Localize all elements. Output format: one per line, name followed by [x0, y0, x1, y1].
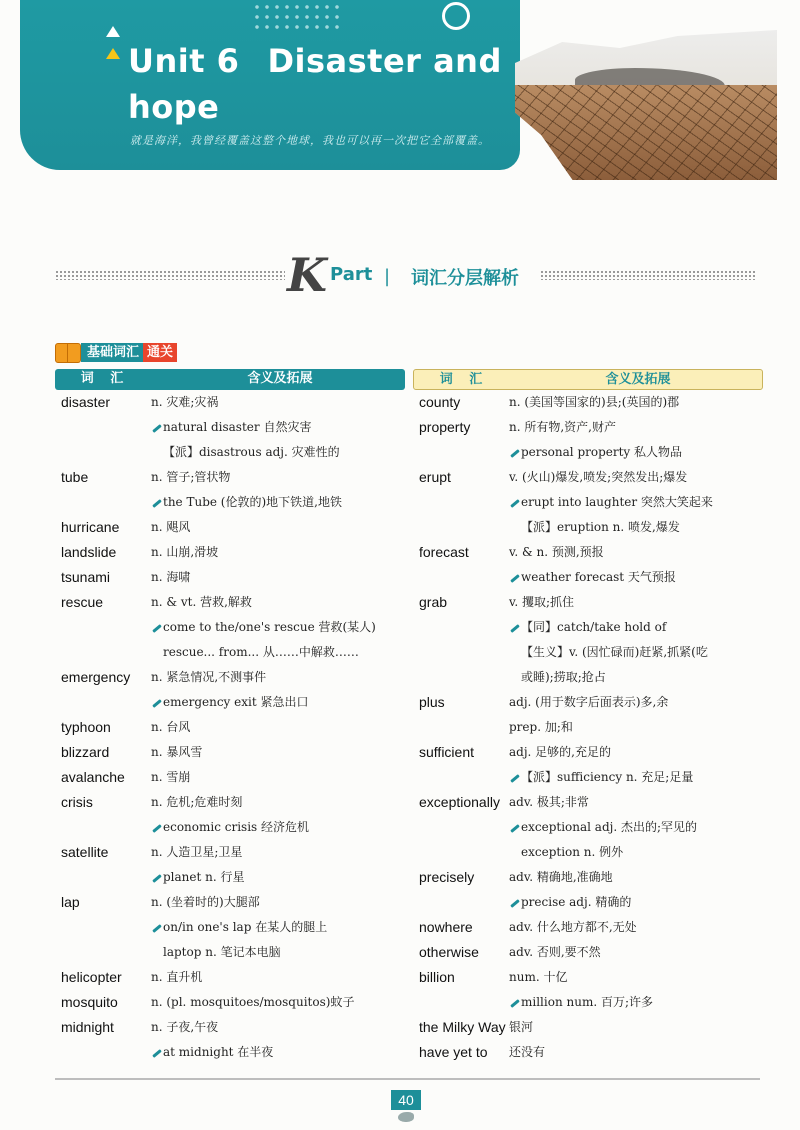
vocab-rows-left	[55, 390, 405, 1065]
meaning-line	[509, 965, 763, 990]
meaning-line	[151, 515, 405, 540]
table-row	[55, 390, 405, 465]
meaning-text: n. 所有物,资产,财产	[509, 420, 616, 434]
vocab-word: billion	[419, 969, 455, 985]
page-number: 40	[391, 1090, 421, 1110]
meaning-line	[509, 990, 763, 1015]
vocab-word: emergency	[61, 669, 131, 685]
meaning-line	[151, 715, 405, 740]
table-row	[413, 540, 763, 590]
table-row	[413, 390, 763, 415]
footer-rule	[55, 1078, 760, 1080]
header-word: 词 汇	[80, 371, 130, 386]
meaning-text: adj. 足够的,充足的	[509, 745, 612, 759]
unit-number: Unit 6	[128, 42, 240, 80]
table-row	[413, 740, 763, 790]
vocab-meaning	[151, 890, 405, 965]
meaning-line	[151, 865, 405, 890]
vocab-meaning	[509, 965, 763, 1015]
vocab-meaning	[509, 865, 763, 915]
meaning-line	[151, 440, 405, 465]
meaning-line	[509, 890, 763, 915]
vocab-word: plus	[419, 694, 445, 710]
meaning-text: n. 直升机	[151, 970, 203, 984]
meaning-text: v. (火山)爆发,喷发;突然发出;爆发	[509, 470, 688, 484]
table-row	[55, 540, 405, 565]
meaning-text: adv. 什么地方都不,无处	[509, 920, 637, 934]
table-row	[413, 1015, 763, 1040]
meaning-text: weather forecast 天气预报	[521, 570, 676, 584]
header-word: 词 汇	[439, 372, 489, 387]
meaning-text: n. 危机;危难时刻	[151, 795, 243, 809]
meaning-text: adv. 精确地,准确地	[509, 870, 613, 884]
yellow-triangle-icon	[106, 48, 120, 59]
vocab-word: sufficient	[419, 744, 474, 760]
meaning-text: num. 十亿	[509, 970, 568, 984]
table-row	[55, 990, 405, 1015]
meaning-text: exceptional adj. 杰出的;罕见的	[521, 820, 698, 834]
unit-title-part2: hope	[128, 88, 220, 126]
pencil-icon	[509, 623, 519, 633]
vocab-meaning	[151, 465, 405, 515]
vocab-table-right	[413, 369, 763, 1065]
meaning-text: n. 紧急情况,不测事件	[151, 670, 267, 684]
meaning-line	[151, 640, 405, 665]
vocab-meaning	[509, 1040, 763, 1065]
section-title: 基础词汇	[81, 343, 143, 362]
meaning-line	[509, 465, 763, 490]
vocab-meaning	[151, 1015, 405, 1065]
meaning-line	[151, 540, 405, 565]
vocab-meaning	[151, 840, 405, 890]
meaning-text: 或睡);捞取;抢占	[521, 670, 606, 684]
table-row	[55, 590, 405, 665]
vocab-word: tsunami	[61, 569, 111, 585]
meaning-line	[509, 490, 763, 515]
pencil-icon	[151, 873, 161, 883]
ring-decoration	[442, 2, 470, 30]
meaning-text: rescue... from... 从……中解救……	[163, 645, 359, 659]
meaning-text: n. 人造卫星;卫星	[151, 845, 243, 859]
vocab-word: satellite	[61, 844, 109, 860]
meaning-text: 【同】catch/take hold of	[521, 620, 667, 634]
meaning-line	[151, 740, 405, 765]
meaning-text: erupt into laughter 突然大笑起来	[521, 495, 713, 509]
part-word: Part	[330, 264, 373, 285]
vocab-word: lap	[61, 894, 80, 910]
table-row	[413, 915, 763, 940]
meaning-text: planet n. 行星	[163, 870, 245, 884]
open-book-icon	[55, 343, 79, 361]
meaning-line	[151, 565, 405, 590]
meaning-text: 【派】eruption n. 喷发,爆发	[521, 520, 680, 534]
meaning-line	[151, 915, 405, 940]
meaning-line	[151, 765, 405, 790]
vocab-meaning	[151, 740, 405, 765]
meaning-line	[509, 590, 763, 615]
meaning-text: on/in one's lap 在某人的腿上	[163, 920, 328, 934]
pencil-icon	[509, 998, 519, 1008]
meaning-text: n. (美国等国家的)县;(英国的)郡	[509, 395, 680, 409]
meaning-line	[509, 1015, 763, 1040]
vocab-word: avalanche	[61, 769, 125, 785]
vocab-meaning	[151, 540, 405, 565]
pencil-icon	[151, 923, 161, 933]
table-row	[413, 465, 763, 540]
unit-title	[128, 38, 508, 130]
meaning-line	[509, 915, 763, 940]
vocab-meaning	[509, 540, 763, 590]
meaning-text: 【派】disastrous adj. 灾难性的	[163, 445, 340, 459]
meaning-text: n. 海啸	[151, 570, 191, 584]
meaning-line	[151, 840, 405, 865]
meaning-line	[151, 615, 405, 640]
meaning-text: v. & n. 预测,预报	[509, 545, 604, 559]
pencil-icon	[509, 823, 519, 833]
pencil-icon	[151, 698, 161, 708]
table-row	[55, 515, 405, 540]
pencil-icon	[509, 773, 519, 783]
table-row	[55, 890, 405, 965]
vocab-meaning	[509, 415, 763, 465]
vocab-meaning	[151, 990, 405, 1015]
vocab-meaning	[151, 390, 405, 465]
vocab-meaning	[151, 590, 405, 665]
meaning-line	[151, 890, 405, 915]
meaning-text: n. 飓风	[151, 520, 191, 534]
meaning-text: n. 灾难;灾祸	[151, 395, 219, 409]
unit-title-part1: Disaster and	[267, 42, 502, 80]
meaning-text: n. 子夜,午夜	[151, 1020, 219, 1034]
vocab-meaning	[509, 940, 763, 965]
table-row	[413, 690, 763, 740]
meaning-text: million num. 百万;许多	[521, 995, 654, 1009]
meaning-text: 【派】sufficiency n. 充足;足量	[521, 770, 694, 784]
meaning-line	[509, 390, 763, 415]
vocab-meaning	[509, 790, 763, 865]
meaning-text: n. 管子;管状物	[151, 470, 231, 484]
vocab-word: typhoon	[61, 719, 111, 735]
vocab-meaning	[509, 390, 763, 415]
table-row	[413, 415, 763, 465]
meaning-text: n. & vt. 营救,解救	[151, 595, 252, 609]
vocab-word: hurricane	[61, 519, 120, 535]
vocab-meaning	[151, 765, 405, 790]
vocab-word: rescue	[61, 594, 104, 610]
meaning-text: n. (pl. mosquitoes/mosquitos)蚊子	[151, 995, 355, 1009]
vocab-word: erupt	[419, 469, 451, 485]
meaning-line	[509, 415, 763, 440]
table-header	[55, 369, 405, 390]
meaning-line	[151, 665, 405, 690]
vocab-word: nowhere	[419, 919, 473, 935]
vocab-meaning	[509, 590, 763, 690]
table-row	[413, 865, 763, 915]
vocab-meaning	[151, 565, 405, 590]
pencil-icon	[509, 898, 519, 908]
meaning-text: adv. 否则,要不然	[509, 945, 601, 959]
meaning-text: emergency exit 紧急出口	[163, 695, 309, 709]
part-separator: |	[384, 266, 391, 287]
table-row	[55, 715, 405, 740]
vocab-word: exceptionally	[419, 794, 500, 810]
meaning-line	[509, 765, 763, 790]
meaning-line	[151, 940, 405, 965]
meaning-line	[509, 940, 763, 965]
vocab-word: mosquito	[61, 994, 118, 1010]
meaning-text: n. 雪崩	[151, 770, 191, 784]
vocab-table-left	[55, 369, 405, 1065]
vocab-word: property	[419, 419, 471, 435]
meaning-line	[151, 790, 405, 815]
section-badge: 通关	[143, 343, 177, 362]
meaning-line	[509, 715, 763, 740]
vocab-meaning	[151, 515, 405, 540]
vocab-word: crisis	[61, 794, 93, 810]
meaning-line	[509, 1040, 763, 1065]
unit-quote: 就是海洋，我曾经覆盖这整个地球，我也可以再一次把它全部覆盖。	[130, 134, 490, 147]
vocab-word: have yet to	[419, 1044, 488, 1060]
cracked-ground-texture	[515, 85, 777, 180]
meaning-text: personal property 私人物品	[521, 445, 683, 459]
meaning-text: n. 山崩,滑坡	[151, 545, 219, 559]
meaning-text: come to the/one's rescue 营救(某人)	[163, 620, 376, 634]
vocab-word: blizzard	[61, 744, 110, 760]
table-row	[55, 840, 405, 890]
meaning-line	[151, 590, 405, 615]
meaning-line	[509, 740, 763, 765]
vocab-word: forecast	[419, 544, 469, 560]
meaning-text: natural disaster 自然灾害	[163, 420, 312, 434]
meaning-line	[151, 415, 405, 440]
meaning-line	[151, 965, 405, 990]
table-row	[55, 790, 405, 840]
white-triangle-icon	[106, 26, 120, 37]
table-row	[413, 965, 763, 1015]
meaning-text: economic crisis 经济危机	[163, 820, 310, 834]
vocab-meaning	[151, 665, 405, 715]
meaning-text: 还没有	[509, 1045, 546, 1059]
vocab-meaning	[509, 1015, 763, 1040]
vocab-word: landslide	[61, 544, 117, 560]
table-row	[55, 465, 405, 515]
meaning-line	[509, 865, 763, 890]
vocab-word: helicopter	[61, 969, 122, 985]
meaning-text: prep. 加;和	[509, 720, 573, 734]
pencil-icon	[151, 1048, 161, 1058]
meaning-line	[509, 440, 763, 465]
pencil-icon	[509, 448, 519, 458]
meaning-line	[151, 815, 405, 840]
meaning-text: n. 台风	[151, 720, 191, 734]
vocab-word: county	[419, 394, 461, 410]
meaning-text: n. 暴风雪	[151, 745, 203, 759]
meaning-line	[509, 665, 763, 690]
table-row	[55, 1015, 405, 1065]
meaning-line	[151, 465, 405, 490]
meaning-text: v. 攫取;抓住	[509, 595, 575, 609]
vocab-word: tube	[61, 469, 89, 485]
section-label	[55, 342, 177, 362]
meaning-line	[509, 515, 763, 540]
meaning-line	[509, 565, 763, 590]
vocab-meaning	[151, 790, 405, 840]
meaning-text: precise adj. 精确的	[521, 895, 632, 909]
pencil-icon	[509, 573, 519, 583]
meaning-text: adj. (用于数字后面表示)多,余	[509, 695, 669, 709]
table-row	[55, 965, 405, 990]
meaning-line	[509, 815, 763, 840]
header-meaning: 含义及拓展	[605, 372, 671, 387]
pencil-icon	[151, 498, 161, 508]
meaning-line	[151, 390, 405, 415]
meaning-line	[151, 1015, 405, 1040]
meaning-text: laptop n. 笔记本电脑	[163, 945, 281, 959]
bird-icon	[398, 1112, 414, 1122]
unit-banner	[20, 0, 520, 170]
table-row	[413, 590, 763, 690]
pencil-icon	[509, 498, 519, 508]
header-meaning: 含义及拓展	[247, 371, 313, 386]
table-row	[55, 765, 405, 790]
part-heading	[55, 248, 755, 302]
table-row	[55, 665, 405, 715]
table-header	[413, 369, 763, 390]
meaning-text: the Tube (伦敦的)地下铁道,地铁	[163, 495, 342, 509]
vocab-word: disaster	[61, 394, 111, 410]
table-row	[55, 565, 405, 590]
pencil-icon	[151, 823, 161, 833]
vocab-meaning	[509, 465, 763, 540]
vocab-word: midnight	[61, 1019, 114, 1035]
dot-pattern-decoration	[252, 2, 342, 32]
meaning-line	[151, 490, 405, 515]
meaning-line	[151, 690, 405, 715]
vocab-meaning	[151, 965, 405, 990]
dotted-rule-right	[540, 270, 755, 280]
vocab-meaning	[509, 740, 763, 790]
meaning-text: at midnight 在半夜	[163, 1045, 274, 1059]
meaning-line	[509, 640, 763, 665]
cracked-earth-photo	[515, 30, 777, 180]
vocab-word: the Milky Way	[419, 1019, 506, 1035]
pencil-icon	[151, 423, 161, 433]
table-row	[413, 940, 763, 965]
vocab-meaning	[509, 690, 763, 740]
meaning-line	[509, 615, 763, 640]
vocab-meaning	[151, 715, 405, 740]
meaning-line	[509, 840, 763, 865]
dotted-rule-left	[55, 270, 285, 280]
table-row	[413, 790, 763, 865]
meaning-line	[509, 540, 763, 565]
pencil-icon	[151, 623, 161, 633]
meaning-text: 【生义】v. (因忙碌而)赶紧,抓紧(吃	[521, 645, 708, 659]
part-letter: K	[287, 248, 327, 302]
meaning-line	[151, 1040, 405, 1065]
meaning-line	[509, 790, 763, 815]
vocab-meaning	[509, 915, 763, 940]
vocab-word: precisely	[419, 869, 475, 885]
meaning-text: exception n. 例外	[521, 845, 624, 859]
meaning-text: 银河	[509, 1020, 534, 1034]
part-title: 词汇分层解析	[411, 268, 519, 289]
meaning-text: adv. 极其;非常	[509, 795, 589, 809]
table-row	[413, 1040, 763, 1065]
meaning-text: n. (坐着时的)大腿部	[151, 895, 260, 909]
vocab-rows-right	[413, 390, 763, 1065]
vocab-word: grab	[419, 594, 448, 610]
meaning-line	[509, 690, 763, 715]
vocab-word: otherwise	[419, 944, 479, 960]
meaning-line	[151, 990, 405, 1015]
table-row	[55, 740, 405, 765]
